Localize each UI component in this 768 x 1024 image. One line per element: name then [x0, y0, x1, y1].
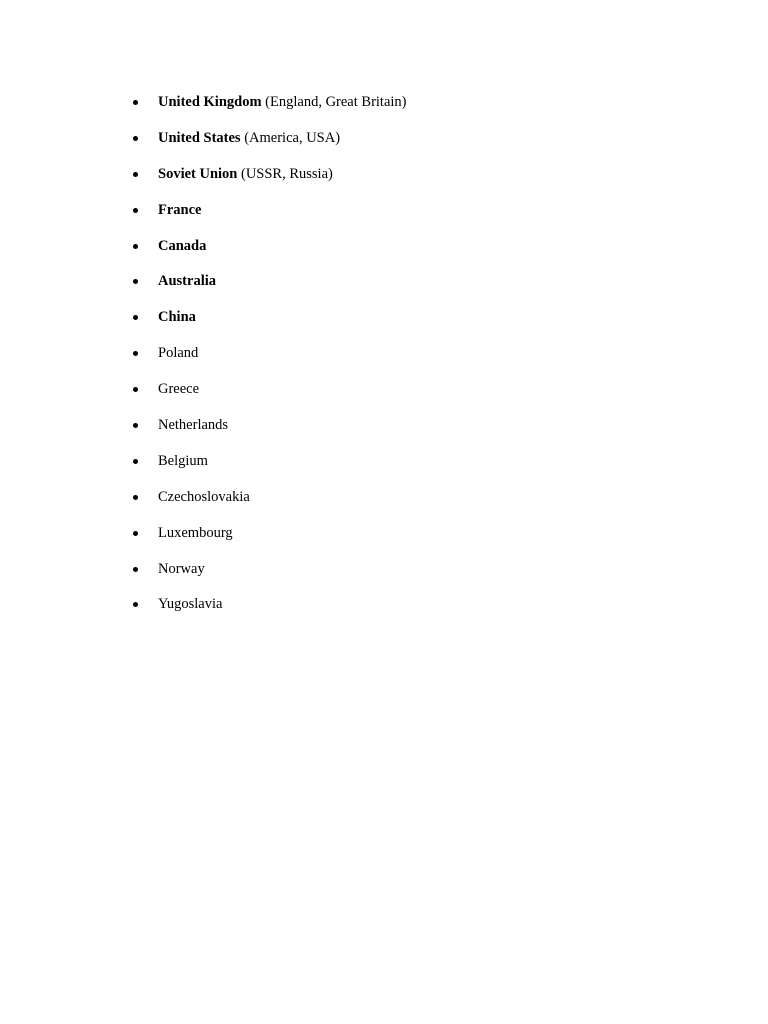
list-item [133, 199, 407, 235]
country-name: Australia [158, 273, 216, 290]
country-name: United Kingdom [158, 94, 262, 110]
list-item [133, 378, 407, 414]
bullet-icon [133, 531, 138, 536]
country-name: Greece [158, 381, 200, 398]
list-item [133, 163, 407, 199]
bullet-icon [133, 495, 138, 500]
list-item [133, 127, 407, 163]
country-list [133, 91, 407, 629]
country-aliases: (America, USA) [244, 129, 341, 146]
country-name: Yugoslavia [158, 596, 223, 613]
bullet-icon [133, 387, 138, 392]
list-item [133, 414, 407, 450]
country-name: Poland [158, 345, 199, 362]
list-item [133, 486, 407, 522]
country-name: Norway [158, 560, 205, 577]
list-item [133, 593, 407, 629]
country-name: France [158, 201, 202, 218]
list-item [133, 450, 407, 486]
list-item [133, 270, 407, 306]
country-name: Netherlands [158, 417, 229, 434]
list-item [133, 558, 407, 594]
list-item [133, 306, 407, 342]
country-name: Soviet Union [158, 165, 238, 182]
bullet-icon [133, 567, 138, 572]
bullet-icon [133, 244, 138, 249]
country-name: Belgium [158, 452, 208, 469]
country-aliases: (USSR, Russia) [241, 165, 333, 182]
bullet-icon [133, 315, 138, 320]
bullet-icon [133, 279, 138, 284]
country-name: Luxembourg [158, 524, 233, 541]
list-item [133, 235, 407, 271]
bullet-icon [133, 602, 138, 607]
country-name: China [158, 309, 196, 326]
country-aliases: (England, Great Britain) [265, 94, 407, 110]
bullet-icon [133, 351, 138, 356]
bullet-icon [133, 208, 138, 213]
list-item [133, 522, 407, 558]
bullet-icon [133, 100, 138, 105]
bullet-icon [133, 459, 138, 464]
bullet-icon [133, 172, 138, 177]
country-name: Canada [158, 237, 207, 254]
bullet-icon [133, 136, 138, 141]
list-item [133, 91, 407, 127]
list-item [133, 342, 407, 378]
country-name: United States [158, 129, 241, 146]
country-name: Czechoslovakia [158, 488, 250, 505]
bullet-icon [133, 423, 138, 428]
